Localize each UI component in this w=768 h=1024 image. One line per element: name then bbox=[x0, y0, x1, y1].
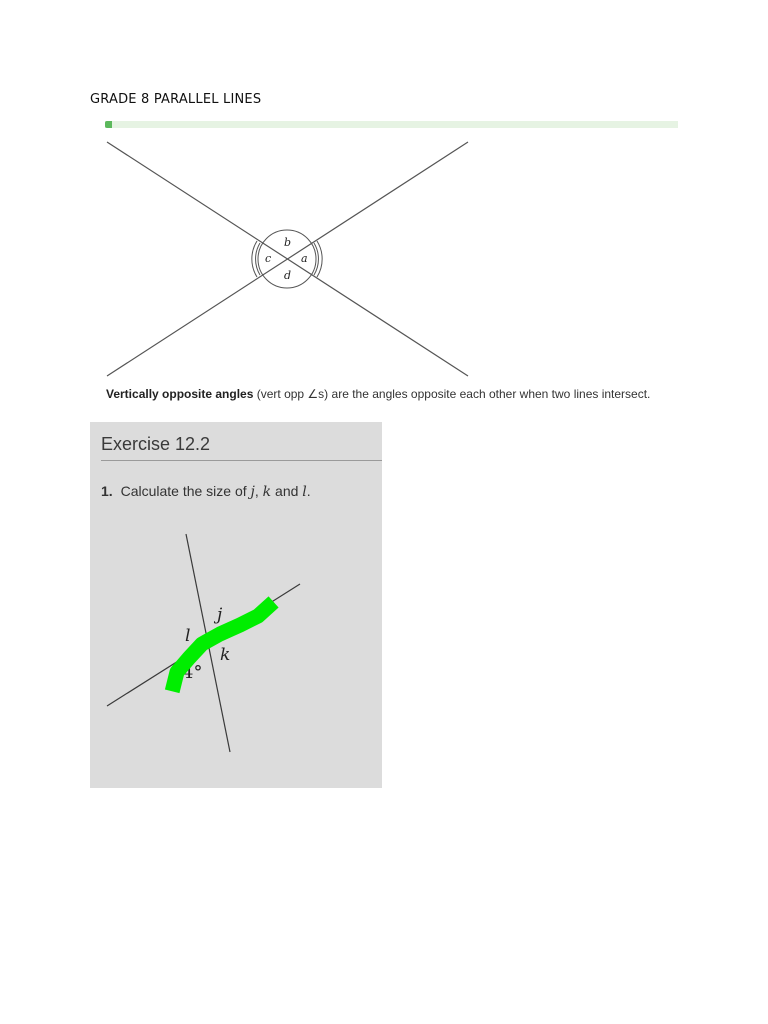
exercise-label-j: j bbox=[217, 605, 223, 625]
question-conjunction: and bbox=[275, 483, 299, 499]
exercise-given-angle: 4° bbox=[182, 662, 203, 683]
progress-fill bbox=[105, 121, 112, 128]
angle-a-arc-outer bbox=[317, 241, 322, 277]
angle-label-c: c bbox=[265, 252, 272, 265]
angle-label-a: a bbox=[301, 252, 308, 265]
question-separator: , bbox=[254, 483, 259, 499]
exercise-label-k: k bbox=[220, 645, 231, 665]
exercise-panel bbox=[90, 422, 382, 788]
question-number: 1. bbox=[101, 483, 113, 499]
question-var-k: k bbox=[262, 484, 272, 500]
angle-label-d: d bbox=[284, 269, 292, 282]
definition-text bbox=[106, 387, 650, 401]
exercise-label-l: l bbox=[185, 626, 191, 646]
exercise-title: Exercise 12.2 bbox=[101, 434, 211, 454]
exercise-divider bbox=[101, 460, 382, 461]
question-prefix: Calculate the size of bbox=[120, 483, 247, 499]
exercise-question bbox=[101, 483, 311, 500]
exercise-diagram bbox=[90, 522, 382, 788]
definition-abbreviation: (vert opp ∠s) bbox=[256, 387, 329, 401]
vertically-opposite-angles-diagram bbox=[100, 136, 480, 382]
question-var-l: l bbox=[302, 484, 307, 500]
progress-bar bbox=[105, 121, 678, 128]
question-terminator: . bbox=[306, 483, 311, 499]
page-title: GRADE 8 PARALLEL LINES bbox=[90, 92, 262, 107]
question-var-j: j bbox=[250, 484, 255, 500]
angle-label-b: b bbox=[284, 236, 292, 249]
definition-body: are the angles opposite each other when two lines intersect. bbox=[331, 387, 651, 401]
definition-term: Vertically opposite angles bbox=[106, 387, 254, 401]
angle-c-arc-outer bbox=[252, 241, 257, 277]
